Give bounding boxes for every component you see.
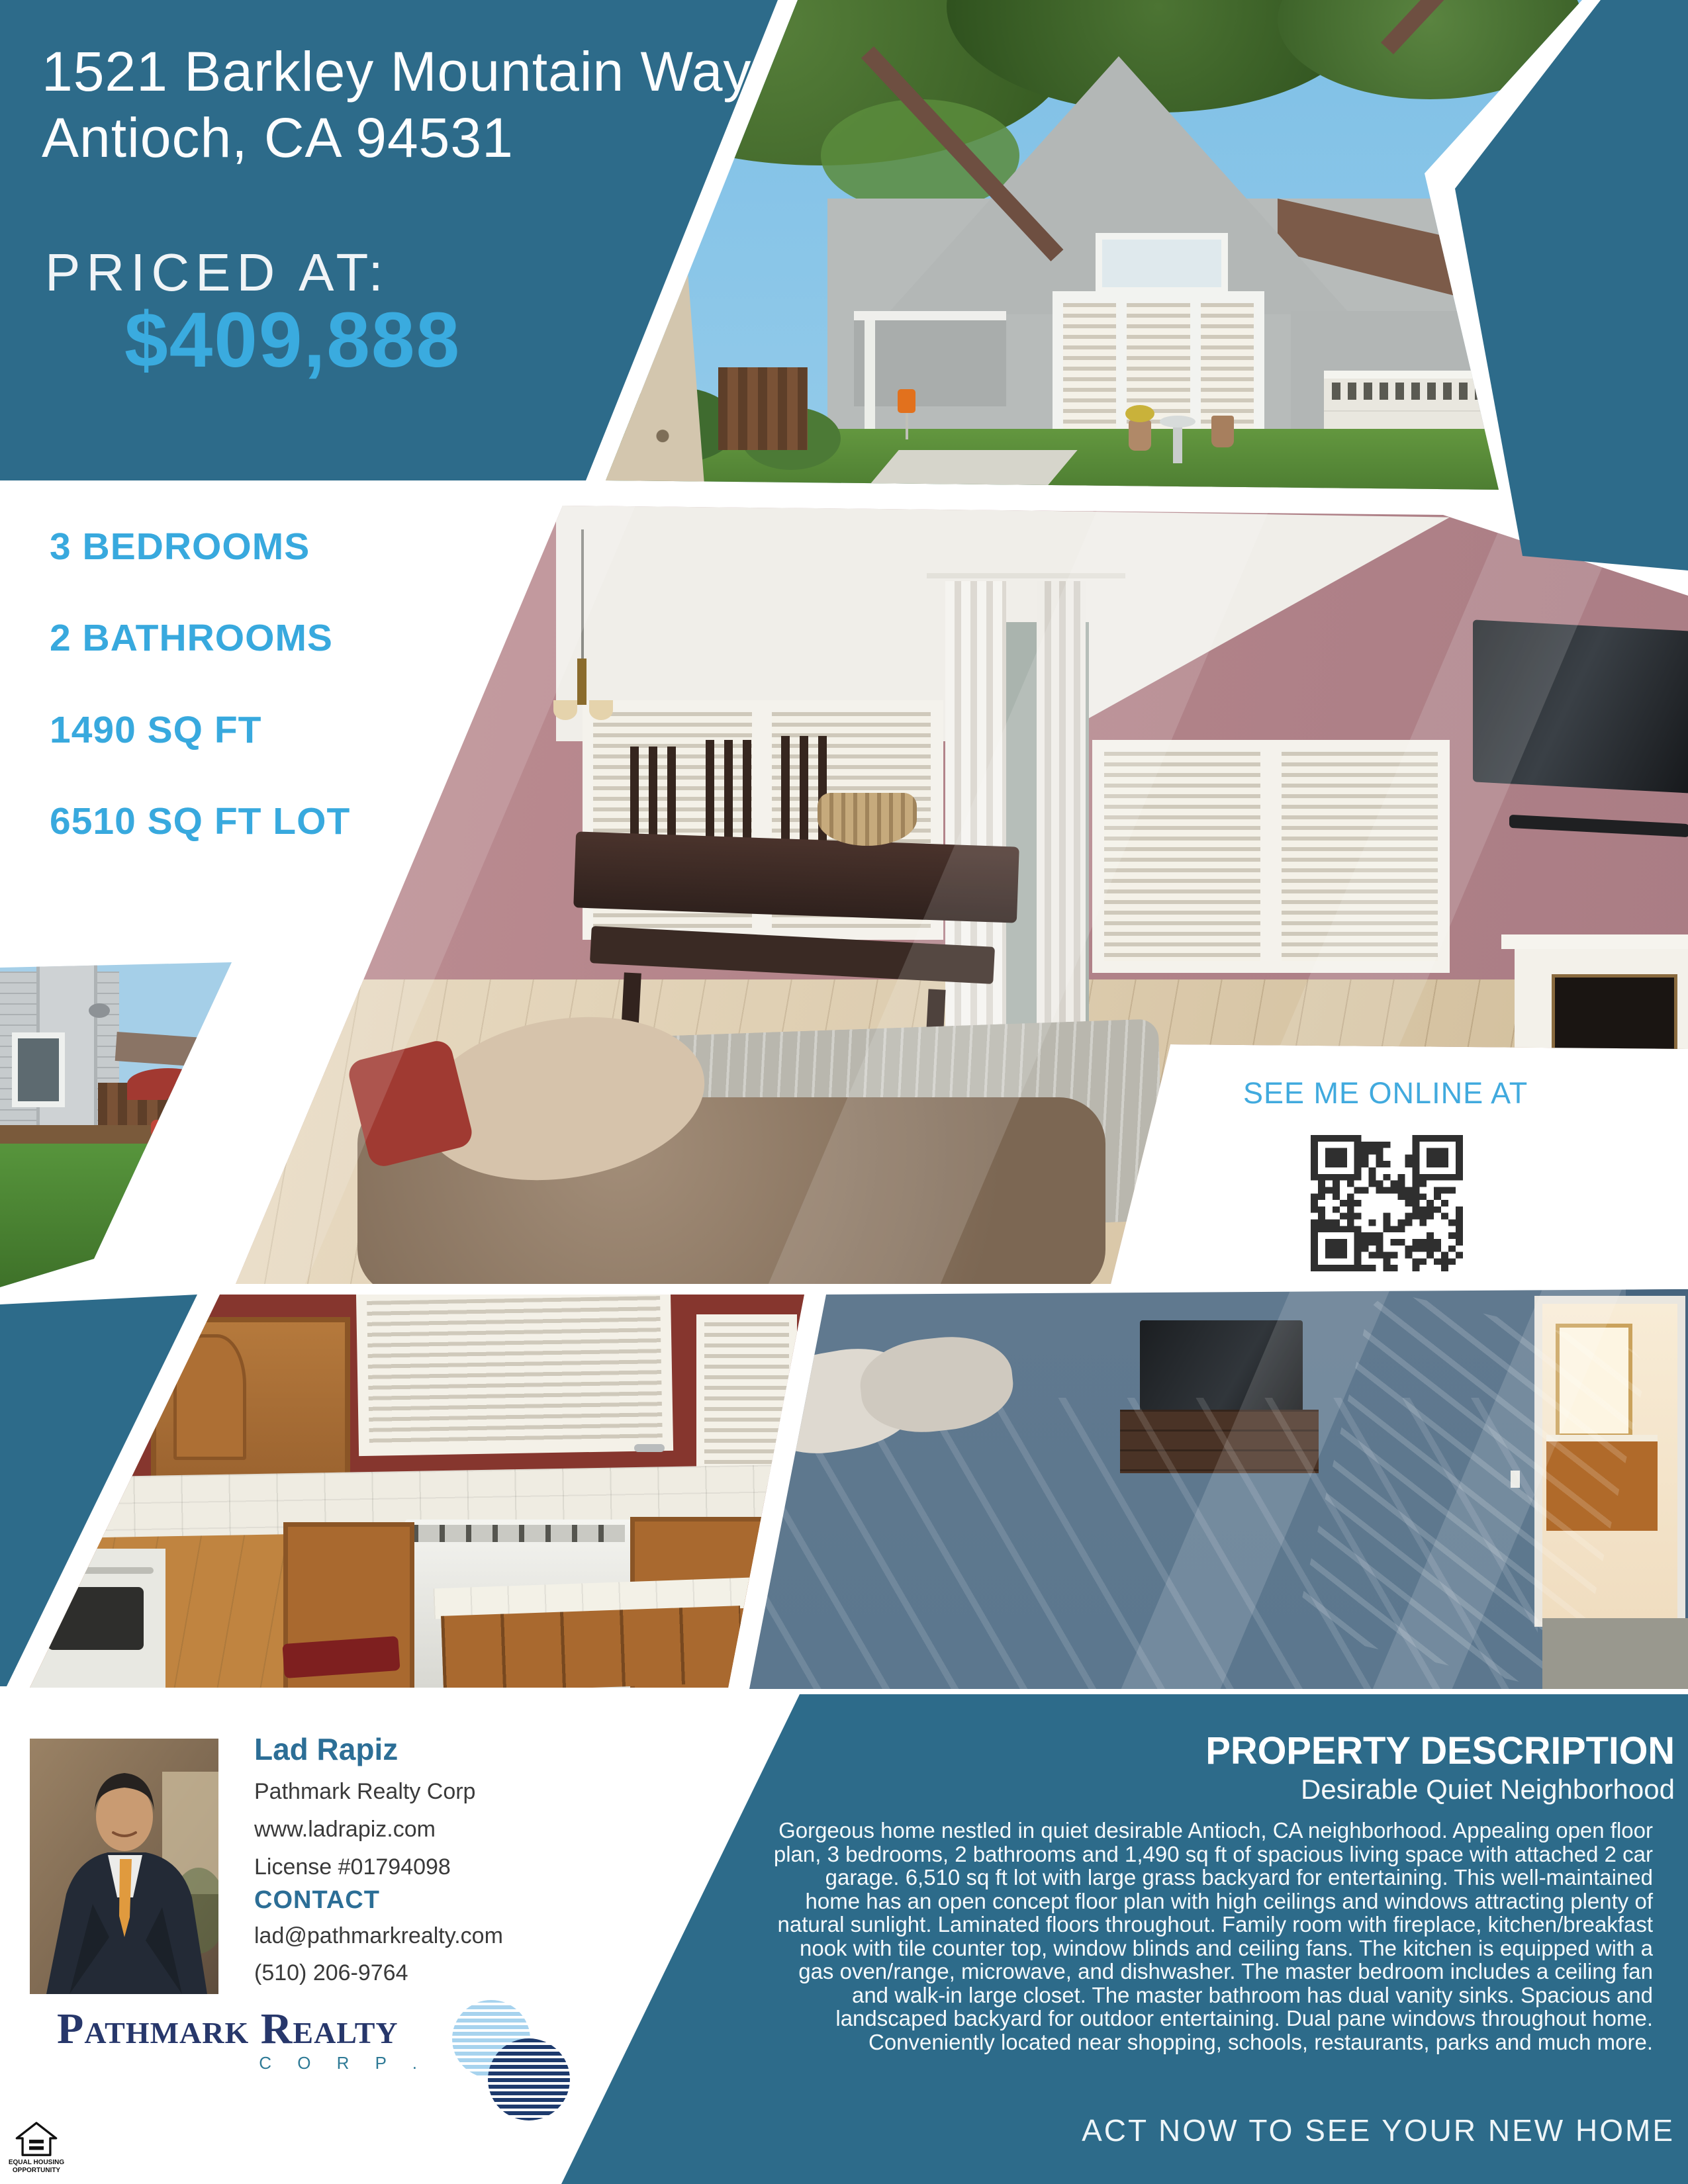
priced-at-label: PRICED AT: [45,243,389,302]
equal-housing-icon [15,2121,58,2157]
chandelier-body [577,659,586,705]
address-line-2: Antioch, CA 94531 [42,107,514,169]
description-subtitle: Desirable Quiet Neighborhood [1300,1774,1675,1805]
patio-umbrella [127,1068,209,1100]
transom-window [1096,233,1228,294]
logo-stripe-overlay [439,1999,574,2124]
equal-housing-line-1: EQUAL HOUSING [8,2159,65,2166]
feature-bathrooms: 2 BATHROOMS [50,617,333,659]
sign-stake [906,413,908,439]
dishwasher-controls [413,1525,625,1542]
lawn [0,1144,232,1289]
fireplace-shelf [1501,934,1688,949]
side-window [12,1032,65,1107]
oven-window [48,1587,144,1650]
walkway [862,450,1077,494]
carpet [1542,1618,1688,1689]
price-value: $409,888 [124,296,461,384]
agent-phone: (510) 206-9764 [254,1960,408,1985]
description-title: PROPERTY DESCRIPTION [1205,1729,1675,1772]
brand-corp-label: C O R P . [259,2053,428,2073]
agent-portrait [30,1739,218,1994]
property-address [42,38,751,171]
distant-roof [115,1032,233,1069]
vivint-yard-sign [898,389,915,413]
toy [151,1120,173,1137]
kitchen-window-2-blinds [704,1322,789,1476]
feature-bedrooms: 3 BEDROOMS [50,525,310,568]
porch [854,311,1006,406]
birdbath [1173,424,1182,463]
porch-post [865,320,875,439]
address-line-1: 1521 Barkley Mountain Way [42,40,752,103]
brand-name: Pathmark Realty [57,2005,399,2053]
umbrella-pole [167,1099,170,1138]
soundbar [1509,815,1688,837]
fruit-basket [818,793,917,846]
equal-housing-line-2: OPPORTUNITY [12,2167,61,2174]
agent-license: License #01794098 [254,1854,451,1880]
chandelier-shade [553,700,577,720]
contact-label: CONTACT [254,1886,380,1914]
feature-sqft: 1490 SQ FT [50,709,262,751]
flower-pot [1211,416,1234,447]
equal-housing-text [0,2159,73,2175]
kitchen-window-blinds [367,1296,663,1447]
cabinet-arch-door [173,1334,246,1460]
agent-name: Lad Rapiz [254,1732,399,1766]
satellite-dish [89,1003,110,1018]
fence [718,367,808,450]
agent-email: lad@pathmarkrealty.com [254,1923,503,1948]
wave-sphere-logo-icon [440,2000,573,2122]
fireplace-firebox [1552,974,1677,1080]
island-base [441,1606,743,1693]
birdbath-bowl [1160,416,1196,428]
agent-website: www.ladrapiz.com [254,1817,436,1842]
see-me-online-label: SEE ME ONLINE AT [1243,1076,1528,1110]
flower-pot [1129,420,1151,451]
call-to-action: ACT NOW TO SEE YOUR NEW HOME [1082,2113,1675,2148]
description-body: Gorgeous home nestled in quiet desirable Antioch, CA neighborhood. Appealing open floor plan, 3 bedrooms, 2 bathrooms and 1,490 sq ft of spacious living space with attached 2 car garage. 6,510 sq ft lot with large grass backyard for entertaining. This well-maintained home has an open concept floor plan with high ceilings and windows attracting plenty of natural sunlight. Laminated floors throughout. Family room with fireplace, kitchen/breakfast nook with tile counter top, window blinds and ceiling fans. The kitchen is equipped with a gas oven/range, microwave, and dishwasher. The master bedroom includes a ceiling fan and walk-in large closet. The master bathroom has dual vanity sinks. Spacious and landscaped backyard for outdoor entertaining. Dual pane windows throughout home. Conveniently located near shopping, schools, restaurants, parks and much more. [773,1818,1653,2054]
qr-code-icon [1311,1135,1463,1271]
flowers [1125,405,1154,422]
faucet [634,1444,665,1452]
agent-company: Pathmark Realty Corp [254,1779,476,1804]
chandelier-shade [589,700,613,720]
feature-lot: 6510 SQ FT LOT [50,800,351,842]
